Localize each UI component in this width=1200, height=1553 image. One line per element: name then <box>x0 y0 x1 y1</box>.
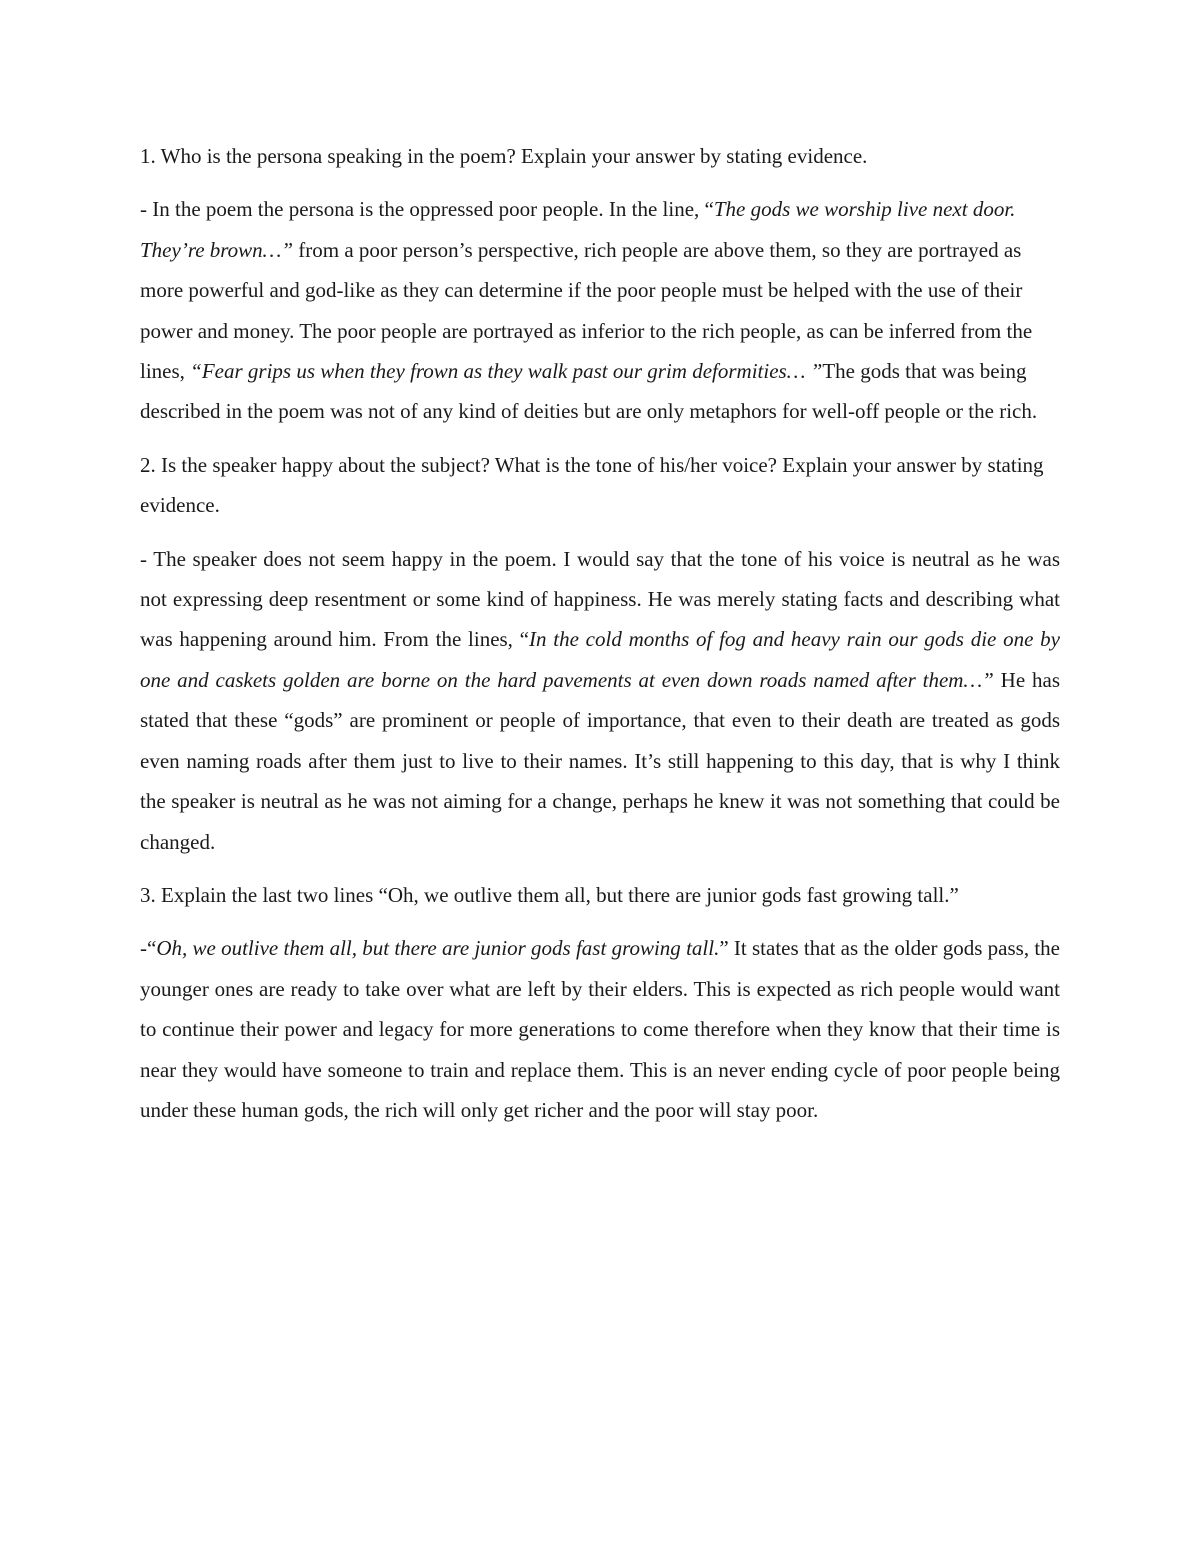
answer-2-text-a: - The speaker does not seem happy in the poem. I would say that the tone of his voice is neutral as he was not expressing deep resentment or some kind of happiness. He was merely stating facts and describing what was happening around him. From the lines, “ <box>140 546 1060 652</box>
question-1 <box>140 136 1060 176</box>
answer-1-text-a: - In the poem the persona is the oppressed poor people. In the line, “ <box>140 197 714 222</box>
question-1-text: 1. Who is the persona speaking in the poem? Explain your answer by stating evidence. <box>140 144 868 168</box>
answer-3 <box>140 928 1060 1130</box>
answer-3-text-b: ” It states that as the older gods pass, the younger ones are ready to take over what are left by their elders. This is expected as rich people would want to continue their power and legacy for more generations to come therefore when they know that their time is near they would have someone to train and replace them. This is an never ending cycle of poor people being under these human gods, the rich will only get richer and the poor will stay poor. <box>140 936 1060 1122</box>
question-2-text: 2. Is the speaker happy about the subject? What is the tone of his/her voice? Explain your answer by stating evidence. <box>140 452 1044 518</box>
question-3 <box>140 875 1060 915</box>
answer-2 <box>140 539 1060 862</box>
answer-1-quote-b: “Fear grips us when they frown as they walk past our grim deformities… ” <box>190 359 823 384</box>
document-page <box>140 136 1060 1143</box>
answer-2-quote: In the cold months of fog and heavy rain our gods die one by one and caskets golden are borne on the hard pavements at even down roads named after them…” <box>140 627 1061 692</box>
answer-3-text-a: -“ <box>140 936 157 961</box>
answer-3-quote: Oh, we outlive them all, but there are junior gods fast growing tall. <box>156 936 720 961</box>
answer-1-text-b: from a poor person’s perspective, rich people are above them, so they are portrayed as more powerful and god-like as they can determine if the poor people must be helped with the use of their power and money. The poor people are portrayed as inferior to the rich people, as can be inferred from the lines, <box>140 237 1033 384</box>
answer-2-text-b: He has stated that these “gods” are prominent or people of importance, that even to their death are treated as gods even naming roads after them just to live to their names. It’s still happening to this day, that is why I think the speaker is neutral as he was not aiming for a change, perhaps he knew it was not something that could be changed. <box>140 667 1060 854</box>
answer-1-quote-a: The gods we worship live next door. They’re brown…” <box>140 197 1016 262</box>
question-3-text: 3. Explain the last two lines “Oh, we outlive them all, but there are junior gods fast growing tall.” <box>140 882 959 907</box>
answer-1 <box>140 189 1060 431</box>
answer-1-text-c: The gods that was being described in the poem was not of any kind of deities but are only metaphors for well-off people or the rich. <box>140 359 1038 424</box>
question-2 <box>140 445 1060 526</box>
